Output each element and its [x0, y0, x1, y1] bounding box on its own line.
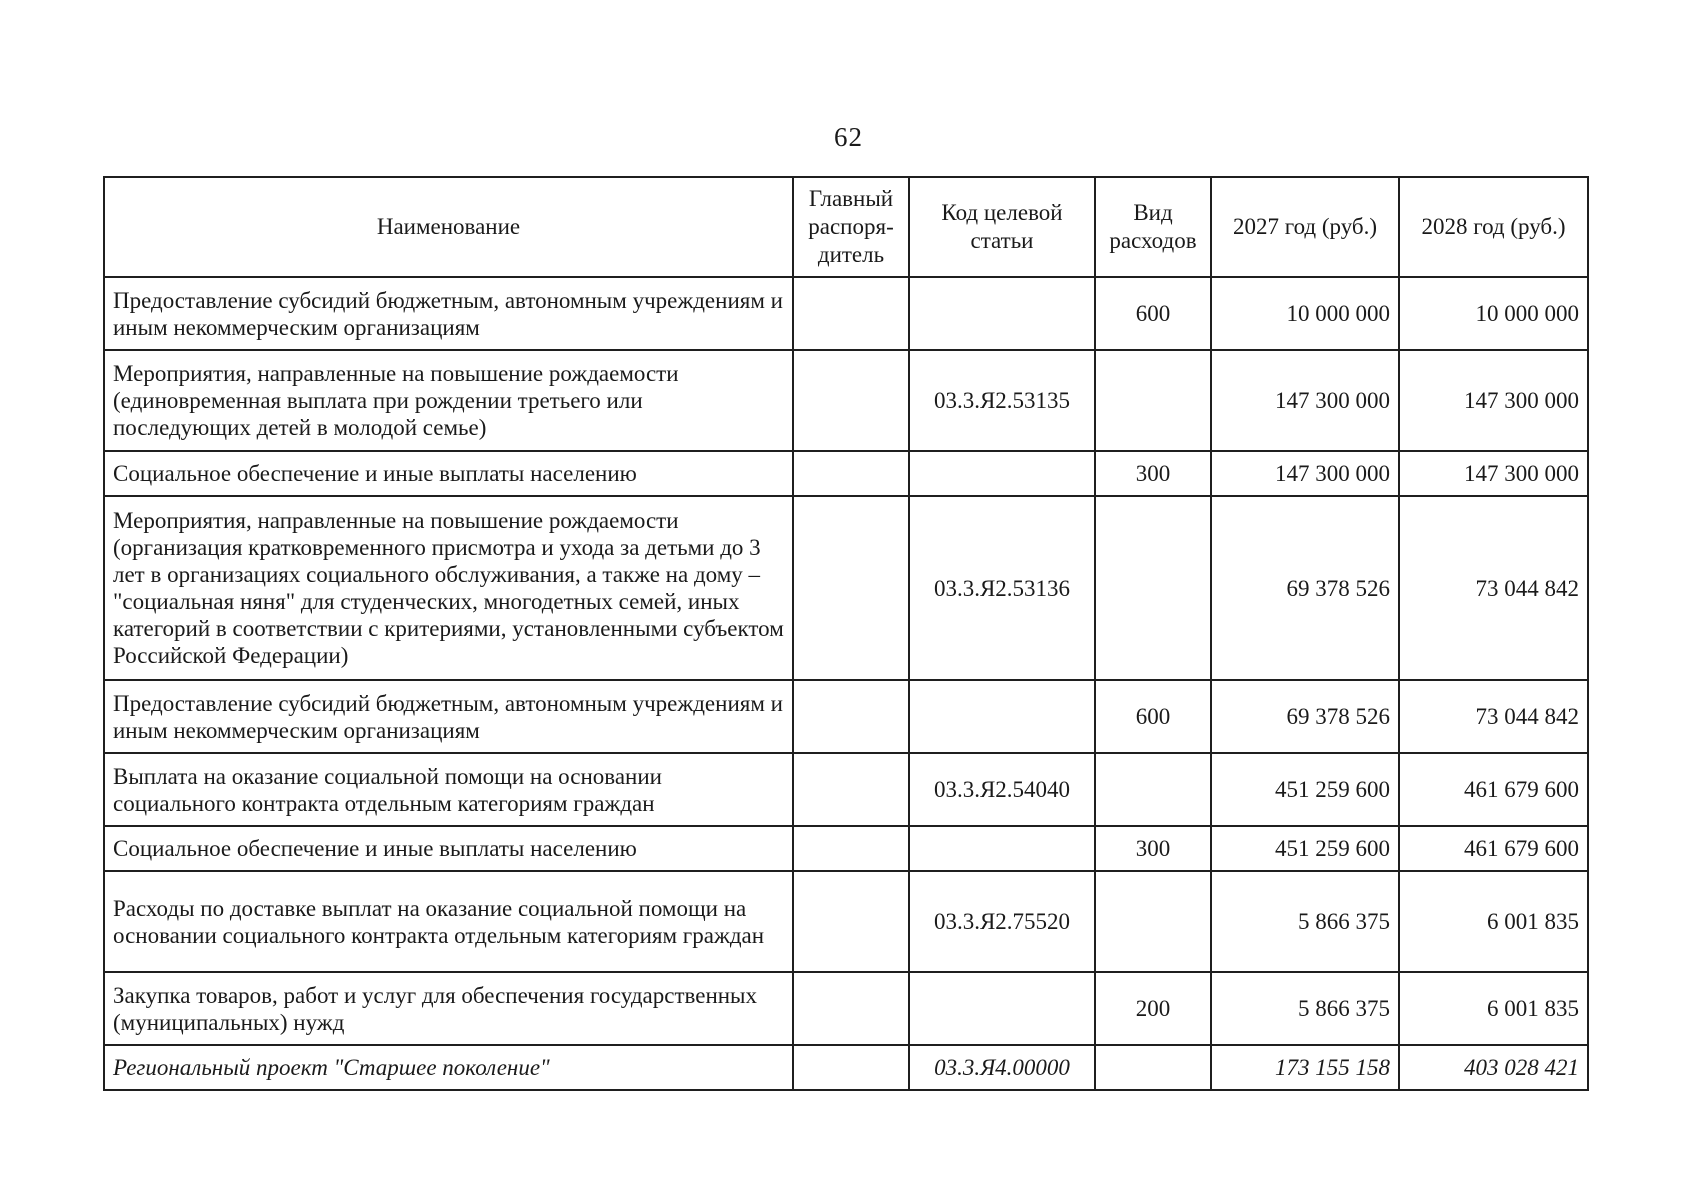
table-row: [104, 277, 1588, 350]
row-name: Предоставление субсидий бюджетным, автономным учреждениям и иным некоммерческим организациям: [104, 680, 793, 753]
row-name: Мероприятия, направленные на повышение рождаемости (единовременная выплата при рождении третьего или последующих детей в молодой семье): [104, 350, 793, 451]
row-2027: 69 378 526: [1211, 496, 1399, 680]
row-admin: [793, 1045, 909, 1090]
row-admin: [793, 871, 909, 972]
row-name: Социальное обеспечение и иные выплаты населению: [104, 826, 793, 871]
row-2028: 403 028 421: [1399, 1045, 1588, 1090]
row-name: Выплата на оказание социальной помощи на основании социального контракта отдельным категориям граждан: [104, 753, 793, 826]
table-row: [104, 496, 1588, 680]
row-code: [909, 451, 1095, 496]
row-code: 03.3.Я2.75520: [909, 871, 1095, 972]
row-admin: [793, 680, 909, 753]
header-2028: 2028 год (руб.): [1399, 177, 1588, 277]
row-type: 600: [1095, 277, 1211, 350]
table-row: [104, 451, 1588, 496]
row-name: Предоставление субсидий бюджетным, автономным учреждениям и иным некоммерческим организациям: [104, 277, 793, 350]
row-2027: 147 300 000: [1211, 350, 1399, 451]
row-2027: 451 259 600: [1211, 826, 1399, 871]
row-2028: 6 001 835: [1399, 871, 1588, 972]
row-type: 200: [1095, 972, 1211, 1045]
table-header-row: [104, 177, 1588, 277]
row-name: Закупка товаров, работ и услуг для обеспечения государственных (муниципальных) нужд: [104, 972, 793, 1045]
row-2027: 5 866 375: [1211, 871, 1399, 972]
row-type: 300: [1095, 451, 1211, 496]
row-code: [909, 826, 1095, 871]
row-2028: 73 044 842: [1399, 680, 1588, 753]
row-2027: 10 000 000: [1211, 277, 1399, 350]
row-2027: 69 378 526: [1211, 680, 1399, 753]
row-2027: 147 300 000: [1211, 451, 1399, 496]
row-admin: [793, 350, 909, 451]
header-code: Код целевой статьи: [909, 177, 1095, 277]
table-row: [104, 680, 1588, 753]
row-name: Мероприятия, направленные на повышение рождаемости (организация кратковременного присмотра и ухода за детьми до 3 лет в организациях социального обслуживания, а также на дому – "социальная няня" для студенческих, многодетных семей, иных категорий в соответствии с критериями, установленными субъектом Российской Федерации): [104, 496, 793, 680]
row-type: [1095, 496, 1211, 680]
row-2028: 461 679 600: [1399, 753, 1588, 826]
row-code: [909, 972, 1095, 1045]
row-admin: [793, 496, 909, 680]
row-type: [1095, 1045, 1211, 1090]
row-code: 03.3.Я2.53136: [909, 496, 1095, 680]
table-row: [104, 972, 1588, 1045]
row-type: [1095, 350, 1211, 451]
row-2028: 461 679 600: [1399, 826, 1588, 871]
table-row: [104, 350, 1588, 451]
row-admin: [793, 972, 909, 1045]
table-row-subtotal: [104, 1045, 1588, 1090]
table-row: [104, 871, 1588, 972]
row-type: 300: [1095, 826, 1211, 871]
page-number: 62: [834, 122, 863, 152]
row-type: 600: [1095, 680, 1211, 753]
row-admin: [793, 826, 909, 871]
header-type: Вид расходов: [1095, 177, 1211, 277]
table-row: [104, 826, 1588, 871]
row-2027: 173 155 158: [1211, 1045, 1399, 1090]
row-code: 03.3.Я4.00000: [909, 1045, 1095, 1090]
header-name: Наименование: [104, 177, 793, 277]
header-admin: Главный распоря-дитель: [793, 177, 909, 277]
row-admin: [793, 277, 909, 350]
table-row: [104, 753, 1588, 826]
row-admin: [793, 753, 909, 826]
row-2028: 147 300 000: [1399, 350, 1588, 451]
row-2028: 6 001 835: [1399, 972, 1588, 1045]
row-name: Региональный проект "Старшее поколение": [104, 1045, 793, 1090]
row-admin: [793, 451, 909, 496]
row-2028: 73 044 842: [1399, 496, 1588, 680]
row-2027: 451 259 600: [1211, 753, 1399, 826]
row-2028: 147 300 000: [1399, 451, 1588, 496]
header-2027: 2027 год (руб.): [1211, 177, 1399, 277]
row-code: 03.3.Я2.53135: [909, 350, 1095, 451]
row-code: 03.3.Я2.54040: [909, 753, 1095, 826]
row-name: Расходы по доставке выплат на оказание социальной помощи на основании социального контракта отдельным категориям граждан: [104, 871, 793, 972]
row-code: [909, 277, 1095, 350]
row-2028: 10 000 000: [1399, 277, 1588, 350]
row-code: [909, 680, 1095, 753]
row-name: Социальное обеспечение и иные выплаты населению: [104, 451, 793, 496]
budget-table: [103, 176, 1589, 1091]
row-type: [1095, 871, 1211, 972]
row-type: [1095, 753, 1211, 826]
row-2027: 5 866 375: [1211, 972, 1399, 1045]
